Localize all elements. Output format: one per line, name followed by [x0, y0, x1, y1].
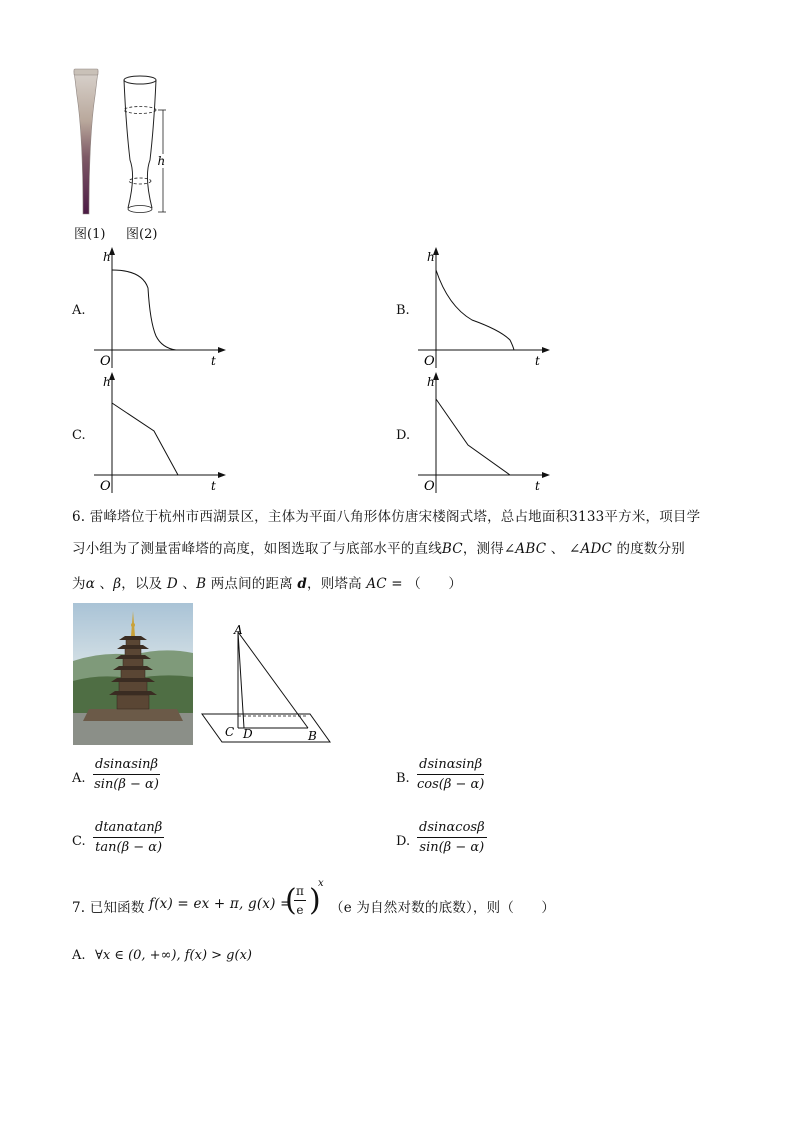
q6-option-c-label[interactable]: C.: [72, 834, 86, 849]
q7-option-a-text[interactable]: ∀x ∈ (0, +∞), f(x) > g(x): [95, 948, 252, 963]
q6-option-d-fraction[interactable]: [417, 820, 487, 855]
var-ac: AC: [366, 576, 387, 592]
option-b-label[interactable]: B.: [396, 303, 410, 318]
q6-option-c-fraction[interactable]: [93, 820, 164, 855]
point-b-label: B: [308, 729, 317, 743]
graph-b-x-label: t: [535, 354, 540, 368]
graph-a-y-label: h: [103, 250, 111, 264]
q7-prefix: 7. 已知函数: [72, 900, 145, 916]
q6-line3-c: ，以及: [121, 576, 167, 592]
graph-a[interactable]: [90, 244, 230, 372]
tower-measurement-diagram: [198, 618, 338, 746]
point-c-label: C: [225, 725, 235, 739]
q6-line2: [72, 537, 685, 557]
q7-fraction: [294, 884, 306, 917]
q6-line3-b: 、: [95, 576, 114, 592]
q7-option-a-label[interactable]: A.: [72, 948, 86, 963]
option-a-label[interactable]: A.: [72, 303, 86, 318]
var-alpha: α: [85, 576, 96, 592]
var-d-point: D: [166, 576, 178, 592]
graph-c-y-label: h: [103, 375, 111, 389]
torch-figure: [68, 66, 104, 218]
leifeng-pagoda-photo: [73, 603, 193, 745]
q6-option-a-num: dsinαsinβ: [93, 757, 160, 775]
q7-left-paren: (: [285, 883, 297, 918]
var-b-point: B: [196, 576, 207, 592]
graph-b[interactable]: [414, 244, 554, 372]
figure-1-caption: 图(1): [74, 227, 106, 242]
q6-line2-end: 的度数分别: [612, 541, 685, 557]
q6-option-a-den: sin(β − α): [94, 777, 159, 792]
angle-abc: ∠ABC: [503, 541, 547, 557]
option-c-label[interactable]: C.: [72, 428, 86, 443]
q6-line3-a: 为: [72, 576, 86, 592]
point-d-label: D: [243, 727, 253, 741]
q7-right-paren: ): [309, 883, 321, 918]
q6-option-d-num: dsinαcosβ: [417, 820, 487, 838]
q6-line3: [72, 572, 462, 592]
q6-option-b-num: dsinαsinβ: [417, 757, 484, 775]
q6-option-a-label[interactable]: A.: [72, 771, 86, 786]
q6-line1: 6. 雷峰塔位于杭州市西湖景区，主体为平面八角形体仿唐宋楼阁式塔，总占地面积3133平方米，项目学: [72, 509, 701, 525]
var-d: d: [297, 576, 308, 592]
q7-frac-num: π: [294, 884, 306, 901]
q6-line3-g: = （ ）: [386, 576, 463, 592]
figure-2-caption: 图(2): [126, 227, 158, 242]
q6-option-c-num: dtanαtanβ: [93, 820, 164, 838]
q6-option-b-den: cos(β − α): [417, 777, 485, 792]
graph-c-x-label: t: [211, 479, 216, 493]
angle-adc: ∠ADC: [568, 541, 612, 557]
q7-frac-den: e: [296, 903, 304, 917]
vase-diagram: [118, 66, 178, 226]
graph-b-origin: O: [424, 354, 435, 369]
graph-d[interactable]: [414, 369, 554, 497]
q7-exponent: x: [318, 878, 324, 889]
graph-a-origin: O: [100, 354, 111, 369]
graph-b-y-label: h: [427, 250, 435, 264]
graph-d-y-label: h: [427, 375, 435, 389]
q7-function-def: f(x) = ex + π, g(x) =: [149, 896, 292, 912]
q6-option-d-den: sin(β − α): [419, 840, 485, 855]
q6-line3-f: ，则塔高: [307, 576, 367, 592]
graph-c-origin: O: [100, 479, 111, 494]
graph-d-origin: O: [424, 479, 435, 494]
q6-option-b-label[interactable]: B.: [396, 771, 410, 786]
graph-a-x-label: t: [211, 354, 216, 368]
q6-option-b-fraction[interactable]: [417, 757, 484, 792]
h-label: h: [157, 154, 166, 168]
q6-line2-sep: 、: [546, 541, 569, 557]
q6-option-c-den: tan(β − α): [95, 840, 163, 855]
option-d-label[interactable]: D.: [396, 428, 411, 443]
q6-line3-e: 两点间的距离: [206, 576, 298, 592]
var-beta: β: [113, 576, 122, 592]
var-bc: BC: [441, 541, 463, 557]
q7-suffix: （e 为自然对数的底数），则（ ）: [330, 900, 556, 916]
q6-line2-text: 习小组为了测量雷峰塔的高度，如图选取了与底部水平的直线: [72, 541, 442, 557]
q7-paren-fraction: [285, 880, 319, 924]
q6-option-a-fraction[interactable]: [93, 757, 160, 792]
point-a-label: A: [234, 623, 243, 637]
q6-line3-d: 、: [177, 576, 197, 592]
graph-d-x-label: t: [535, 479, 540, 493]
q6-option-d-label[interactable]: D.: [396, 834, 411, 849]
q6-line2-mid: ，测得: [462, 541, 504, 557]
graph-c[interactable]: [90, 369, 230, 497]
